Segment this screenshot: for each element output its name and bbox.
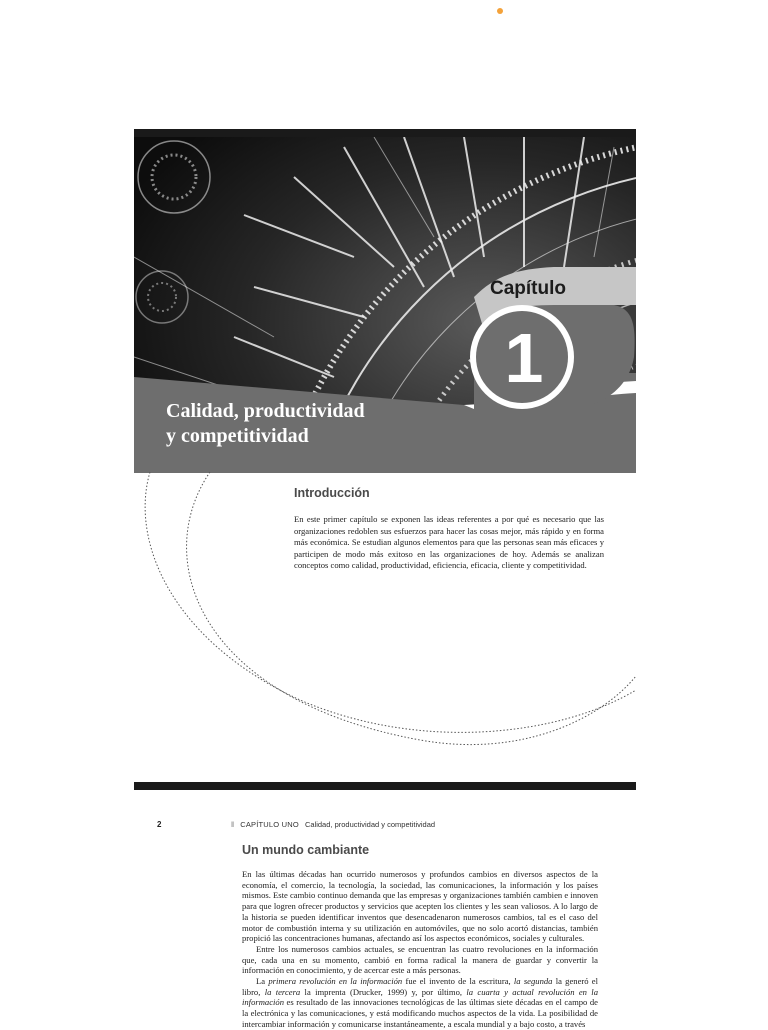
running-head [231, 820, 435, 829]
section-heading: Un mundo cambiante [242, 843, 370, 857]
paragraph-2: Entre los numerosos cambios actuales, se encuentran las cuatro revoluciones en la información que, cada una en su momento, cambió en forma radical la manera de guardar y convertir la información en conocimiento, y de acercar este a más personas. [242, 943, 598, 976]
intro-paragraph: En este primer capítulo se exponen las ideas referentes a por qué es necesario que las organizaciones redoblen sus esfuerzos para hacer las cosas mejor, más rápido y en forma más económica. Se estudian algunos elementos para que las personas sean más eficaces y participen de modo más exitoso en las organizaciones de hoy. Además se analizan conceptos como calidad, productividad, eficiencia, eficacia, cliente y competitividad. [294, 514, 604, 570]
p3-text: La [256, 976, 269, 987]
running-head-title: Calidad, productividad y competitividad [304, 820, 436, 829]
chapter-title-line-1: Calidad, productividad [166, 400, 365, 422]
p3-emphasis: primera revolución en la información [268, 976, 403, 987]
page-top-rule [134, 129, 636, 137]
p3-text: la imprenta (Drucker, 1999) y, por último, [300, 986, 467, 997]
p3-text: la generó el libro, [242, 976, 598, 997]
page-number: 2 [157, 820, 162, 829]
loading-indicator-dot [497, 8, 503, 14]
p3-emphasis: la segunda [513, 976, 553, 987]
chapter-title [166, 399, 365, 449]
p3-text: es resultado de las innovaciones tecnológicas de las últimas siete décadas en el campo de la electrónica y las comunicaciones, y está modificando muchos aspectos de la vida. La posibilidad de intercambiar información y comunicarse instantáneamente, a escala mundial y a bajo costo, a través [242, 997, 598, 1029]
paragraph-1: En las últimas décadas han ocurrido numerosos y profundos cambios en diversos aspectos de la economía, el comercio, la tecnología, la sociedad, las comunicaciones, la información y los países mismos. Este cambio continuo demanda que las empresas y organizaciones también cambien e innoven para que logren ofrecer productos y servicios que acepten los clientes y les sean valiosos. A lo largo de la historia se pueden identificar inventos que desencadenaron numerosos cambios, tal es el caso del motor de combustión interna y su utilización en automóviles, que no solo acortó distancias, también propició las concentraciones humanas, afectando así los aspectos económicos, sociales y culturales. [242, 869, 598, 944]
p3-text: fue el invento de la escritura, [402, 976, 514, 987]
chapter-number: 1 [504, 319, 544, 397]
p3-emphasis: la tercera [264, 986, 301, 997]
page-divider-rule [134, 782, 636, 790]
paragraph-3 [242, 976, 598, 1030]
body-text [242, 869, 598, 1030]
intro-heading: Introducción [294, 486, 370, 500]
running-head-chapter: CAPÍTULO UNO [240, 820, 299, 829]
running-head-separator: ‖ [231, 820, 235, 829]
p3-emphasis: la cuarta y actual revolución en la información [242, 986, 598, 1008]
chapter-title-line-2: y competitividad [166, 425, 309, 447]
chapter-label: Capítulo [490, 278, 566, 299]
